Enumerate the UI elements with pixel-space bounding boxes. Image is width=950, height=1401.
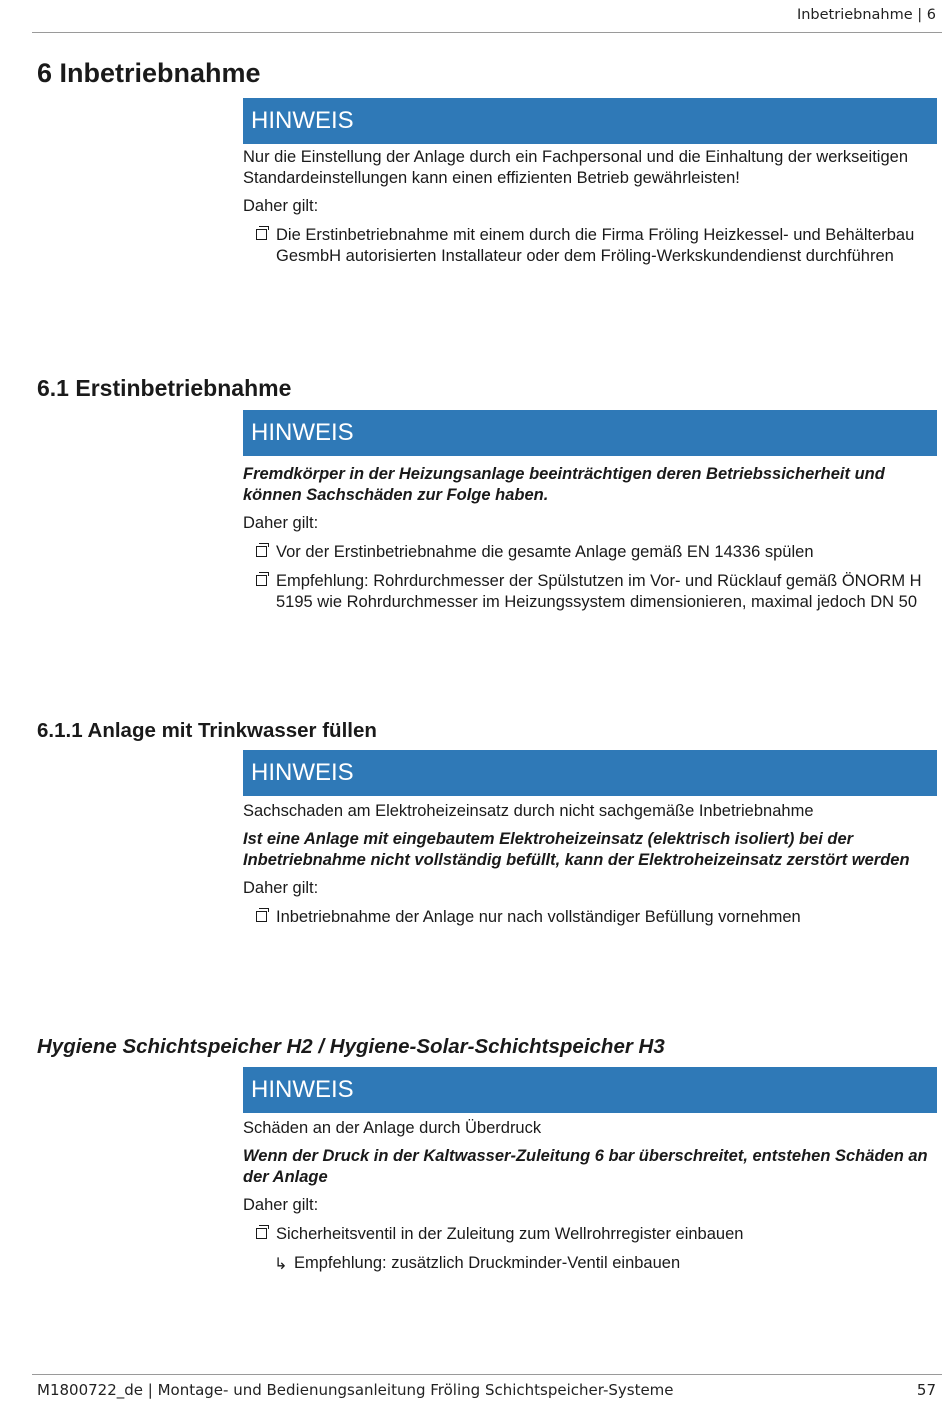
section-heading-6-1: 6.1 Erstinbetriebnahme (37, 375, 292, 401)
checkbox-bullet-icon (256, 1228, 267, 1239)
list-item-text: Sicherheitsventil in der Zuleitung zum Wellrohrregister einbauen (276, 1225, 744, 1243)
footer-document-title: M1800722_de | Montage- und Bedienungsanleitung Fröling Schichtspeicher-Systeme (37, 1381, 674, 1399)
notice-box (243, 98, 937, 267)
section-heading-6-1-1: 6.1.1 Anlage mit Trinkwasser füllen (37, 719, 377, 742)
notice-label: HINWEIS (243, 1067, 937, 1113)
sub-list-item (243, 1253, 937, 1274)
notice-label: HINWEIS (243, 98, 937, 144)
section-heading-hygiene: Hygiene Schichtspeicher H2 / Hygiene-Solar-Schichtspeicher H3 (37, 1035, 665, 1058)
notice-box (243, 410, 937, 613)
footer-rule (32, 1374, 942, 1375)
notice-therefore: Daher gilt: (243, 197, 319, 215)
checkbox-bullet-icon (256, 229, 267, 240)
checkbox-bullet-icon (256, 546, 267, 557)
notice-box (243, 1067, 937, 1274)
notice-label: HINWEIS (243, 410, 937, 456)
notice-warning: Fremdkörper in der Heizungsanlage beeinträchtigen deren Betriebssicherheit und können Sachschäden zur Folge haben. (243, 465, 885, 504)
notice-warning: Wenn der Druck in der Kaltwasser-Zuleitung 6 bar überschreitet, entstehen Schäden an der Anlage (243, 1147, 928, 1186)
notice-intro: Nur die Einstellung der Anlage durch ein Fachpersonal und die Einhaltung der werkseitigen Standardeinstellungen kann einen effizienten Betrieb gewährleisten! (243, 148, 909, 187)
list-item-text: Inbetriebnahme der Anlage nur nach vollständiger Befüllung vornehmen (276, 908, 801, 926)
notice-warning: Ist eine Anlage mit eingebautem Elektroheizeinsatz (elektrisch isoliert) bei der Inbetriebnahme nicht vollständig befüllt, kann der Elektroheizeinsatz zerstört werden (243, 830, 910, 869)
list-item (243, 571, 937, 613)
page-number: 57 (916, 1381, 936, 1399)
sub-list-item-text: Empfehlung: zusätzlich Druckminder-Ventil einbauen (294, 1254, 681, 1272)
section-heading-6: 6 Inbetriebnahme (37, 58, 261, 88)
running-header: Inbetriebnahme | 6 (796, 7, 936, 23)
list-item-text: Die Erstinbetriebnahme mit einem durch die Firma Fröling Heizkessel- und Behälterbau GesmbH autorisierten Installateur oder dem Fröling-Werkskundendienst durchführen (276, 226, 915, 265)
notice-intro: Schäden an der Anlage durch Überdruck (243, 1119, 542, 1137)
checkbox-bullet-icon (256, 575, 267, 586)
result-arrow-icon: ↳ (274, 1254, 288, 1273)
notice-therefore: Daher gilt: (243, 514, 319, 532)
notice-therefore: Daher gilt: (243, 1196, 319, 1214)
notice-box (243, 750, 937, 928)
list-item (243, 542, 937, 563)
checkbox-bullet-icon (256, 911, 267, 922)
notice-intro: Sachschaden am Elektroheizeinsatz durch nicht sachgemäße Inbetriebnahme (243, 802, 814, 820)
notice-therefore: Daher gilt: (243, 879, 319, 897)
list-item (243, 907, 937, 928)
list-item (243, 225, 937, 267)
list-item (243, 1224, 937, 1245)
notice-label: HINWEIS (243, 750, 937, 796)
list-item-text: Vor der Erstinbetriebnahme die gesamte Anlage gemäß EN 14336 spülen (276, 543, 814, 561)
list-item-text: Empfehlung: Rohrdurchmesser der Spülstutzen im Vor- und Rücklauf gemäß ÖNORM H 5195 wie Rohrdurchmesser im Heizungssystem dimensionieren, maximal jedoch DN 50 (276, 572, 922, 611)
header-rule (32, 32, 942, 33)
